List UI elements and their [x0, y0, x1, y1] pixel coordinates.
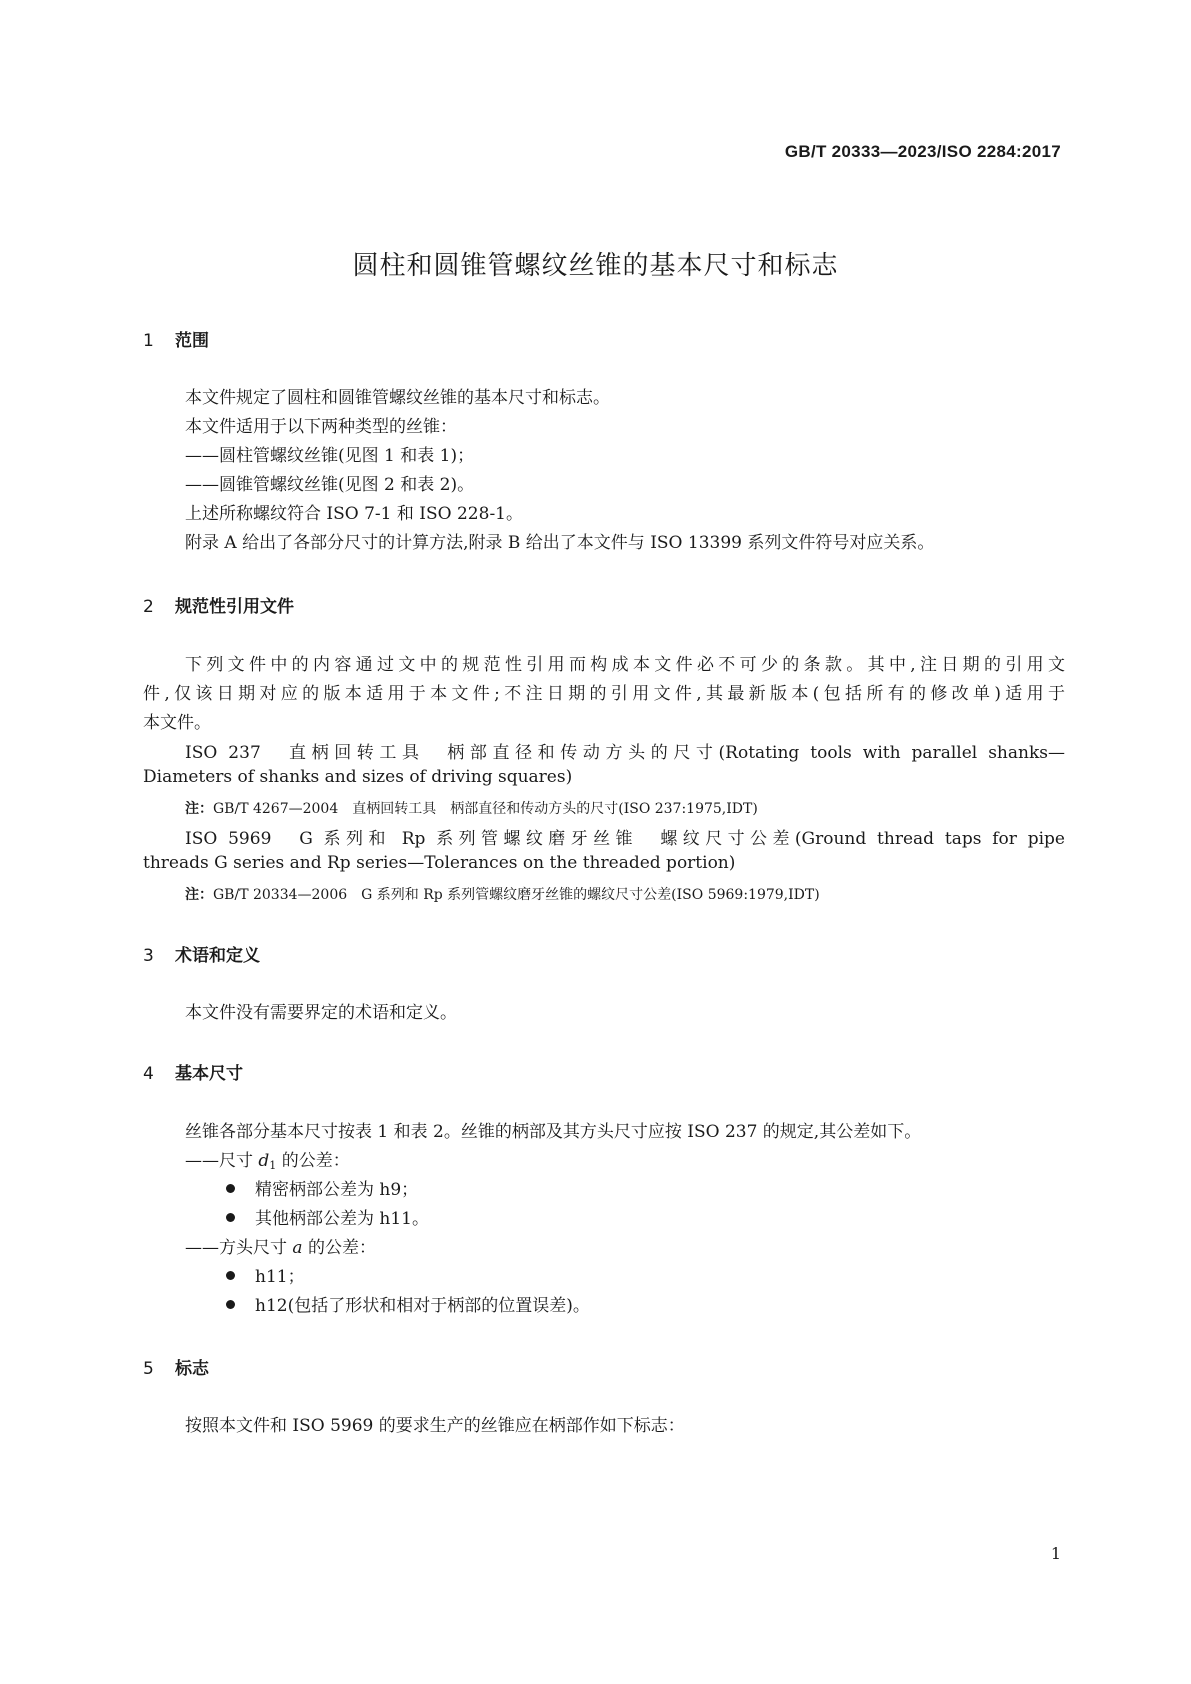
list-item-a — [185, 1233, 376, 1258]
bullet-item — [226, 1175, 418, 1200]
section-number: 2 — [143, 597, 154, 617]
variable-a: a — [292, 1238, 303, 1258]
list-item: ——圆柱管螺纹丝锥(见图 1 和表 1)； — [185, 446, 475, 466]
paragraph-line: 附录 A 给出了各部分尺寸的计算方法,附录 B 给出了本文件与 ISO 13399 系列文件符号对应关系。 — [185, 533, 935, 553]
reference-iso-5969: ISO 5969 G 系列和 Rp 系列管螺纹磨牙丝锥 螺纹尺寸公差(Ground thread taps for pipe — [185, 829, 1065, 849]
page-number: 1 — [1050, 1544, 1061, 1563]
list-suffix: 的公差： — [302, 1238, 376, 1258]
section-2-heading — [143, 592, 294, 617]
note-1 — [185, 798, 758, 818]
list-item: ——圆锥管螺纹丝锥(见图 2 和表 2)。 — [185, 475, 475, 495]
bullet-text: 其他柄部公差为 h11。 — [255, 1209, 429, 1229]
bullet-icon — [226, 1184, 235, 1193]
note-text: GB/T 4267—2004 直柄回转工具 柄部直径和传动方头的尺寸(ISO 237:1975,IDT) — [213, 801, 758, 817]
document-title: 圆柱和圆锥管螺纹丝锥的基本尺寸和标志 — [352, 251, 839, 281]
paragraph-line: 本文件规定了圆柱和圆锥管螺纹丝锥的基本尺寸和标志。 — [185, 388, 610, 408]
list-item-d1 — [185, 1146, 350, 1172]
section-number: 4 — [143, 1064, 154, 1084]
section-title: 范围 — [175, 331, 209, 351]
paragraph-line: 本文件适用于以下两种类型的丝锥： — [185, 417, 457, 437]
paragraph-line: 按照本文件和 ISO 5969 的要求生产的丝锥应在柄部作如下标志： — [185, 1416, 685, 1436]
section-1-heading — [143, 326, 209, 351]
paragraph-line: 件,仅该日期对应的版本适用于本文件;不注日期的引用文件,其最新版本(包括所有的修改单)适用于 — [143, 684, 1065, 704]
section-5-heading — [143, 1354, 209, 1379]
list-suffix: 的公差： — [276, 1151, 350, 1171]
bullet-icon — [226, 1213, 235, 1222]
bullet-icon — [226, 1271, 235, 1280]
note-label: 注： — [185, 887, 213, 903]
section-number: 3 — [143, 946, 154, 966]
reference-iso-237-cont: Diameters of shanks and sizes of driving squares) — [143, 767, 573, 787]
bullet-item — [226, 1291, 590, 1316]
section-3-heading — [143, 941, 260, 966]
paragraph-line: 下列文件中的内容通过文中的规范性引用而构成本文件必不可少的条款。其中,注日期的引用文 — [185, 655, 1065, 675]
note-label: 注： — [185, 801, 213, 817]
reference-iso-5969-cont: threads G series and Rp series—Tolerances on the threaded portion) — [143, 853, 736, 873]
bullet-text: h11； — [255, 1267, 305, 1287]
variable-subscript: 1 — [269, 1159, 277, 1172]
bullet-item — [226, 1262, 305, 1287]
section-title: 标志 — [175, 1359, 209, 1379]
list-prefix: ——方头尺寸 — [185, 1238, 293, 1258]
note-text: GB/T 20334—2006 G 系列和 Rp 系列管螺纹磨牙丝锥的螺纹尺寸公差(ISO 5969:1979,IDT) — [213, 887, 820, 903]
note-2 — [185, 884, 820, 904]
paragraph-line: 本文件没有需要界定的术语和定义。 — [185, 1003, 457, 1023]
section-title: 基本尺寸 — [175, 1064, 243, 1084]
bullet-text: 精密柄部公差为 h9； — [255, 1180, 419, 1200]
section-title: 规范性引用文件 — [175, 597, 294, 617]
section-number: 1 — [143, 331, 154, 351]
standard-code: GB/T 20333—2023/ISO 2284:2017 — [784, 142, 1061, 161]
section-title: 术语和定义 — [175, 946, 260, 966]
list-prefix: ——尺寸 — [185, 1151, 259, 1171]
section-number: 5 — [143, 1359, 154, 1379]
paragraph-line: 丝锥各部分基本尺寸按表 1 和表 2。丝锥的柄部及其方头尺寸应按 ISO 237 的规定,其公差如下。 — [185, 1122, 922, 1142]
reference-iso-237: ISO 237 直柄回转工具 柄部直径和传动方头的尺寸(Rotating tools with parallel shanks— — [185, 743, 1065, 763]
bullet-icon — [226, 1300, 235, 1309]
variable-d: d — [258, 1151, 270, 1171]
paragraph-line: 本文件。 — [143, 713, 211, 733]
bullet-text: h12(包括了形状和相对于柄部的位置误差)。 — [255, 1296, 590, 1316]
paragraph-line: 上述所称螺纹符合 ISO 7-1 和 ISO 228-1。 — [185, 504, 523, 524]
bullet-item — [226, 1204, 429, 1229]
section-4-heading — [143, 1059, 243, 1084]
